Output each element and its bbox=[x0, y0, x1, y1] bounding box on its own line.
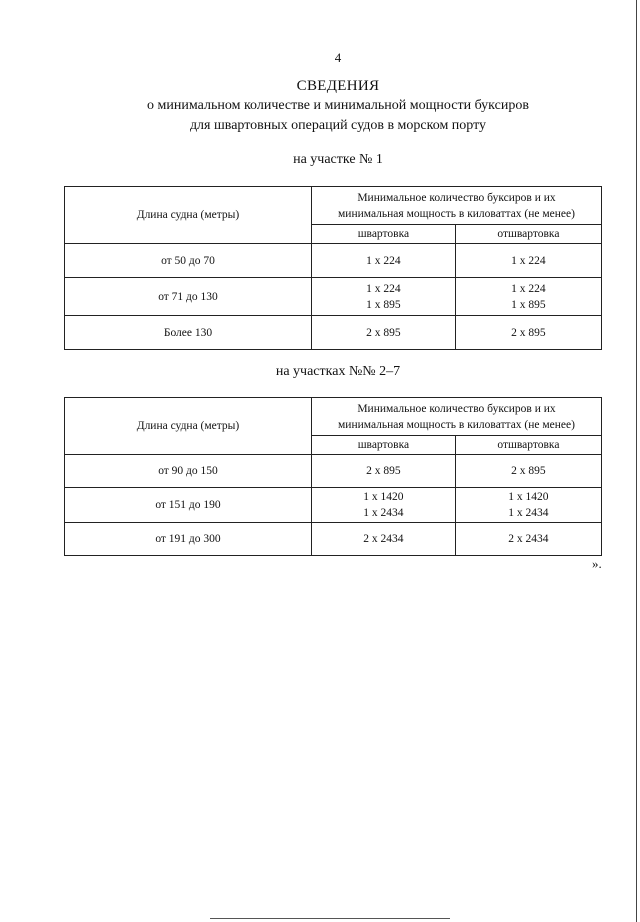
cell-value: 1 х 224 bbox=[366, 254, 401, 267]
table-row bbox=[65, 488, 602, 523]
cell-length: от 191 до 300 bbox=[65, 523, 312, 556]
header-unmooring: отшвартовка bbox=[455, 225, 601, 244]
cell-value: 2 х 895 bbox=[366, 465, 401, 477]
section-title-1: на участке № 1 bbox=[293, 152, 383, 167]
cell-length: от 50 до 70 bbox=[65, 244, 312, 278]
cell-unmooring bbox=[455, 488, 601, 523]
cell-value: 2 х 2434 bbox=[508, 533, 549, 545]
cell-value: 2 х 895 bbox=[511, 326, 546, 339]
section-title-2: на участках №№ 2–7 bbox=[275, 364, 401, 379]
table-header-row bbox=[65, 398, 602, 436]
cell-value: 1 х 224 bbox=[511, 254, 546, 267]
cell-value: 2 х 2434 bbox=[363, 533, 404, 545]
cell-length: от 90 до 150 bbox=[65, 455, 312, 488]
page-number: 4 bbox=[334, 50, 342, 65]
cell-value: 1 х 895 bbox=[366, 298, 401, 311]
document-subtitle-line-2: для швартовных операций судов в морском порту bbox=[189, 118, 487, 133]
cell-unmooring bbox=[455, 244, 601, 278]
table-row bbox=[65, 455, 602, 488]
closing-quote: ». bbox=[592, 556, 602, 571]
cell-value: 1 х 2434 bbox=[363, 507, 404, 519]
cell-value: 1 х 1420 bbox=[508, 491, 549, 503]
table-row bbox=[65, 316, 602, 350]
tug-table-1 bbox=[64, 186, 602, 350]
cell-value: 1 х 2434 bbox=[508, 507, 549, 519]
cell-unmooring bbox=[455, 316, 601, 350]
scan-edge-line bbox=[210, 918, 450, 919]
cell-mooring bbox=[311, 278, 455, 316]
cell-value: 1 х 1420 bbox=[363, 491, 404, 503]
cell-length: от 71 до 130 bbox=[65, 278, 312, 316]
table-row bbox=[65, 244, 602, 278]
header-min-tugs: Минимальное количество буксиров и их минимальная мощность в киловаттах (не менее) bbox=[311, 398, 601, 436]
tug-table-2 bbox=[64, 397, 602, 556]
cell-mooring bbox=[311, 455, 455, 488]
cell-value: 2 х 895 bbox=[366, 326, 401, 339]
cell-mooring bbox=[311, 488, 455, 523]
header-unmooring: отшвартовка bbox=[455, 436, 601, 455]
cell-value: 2 х 895 bbox=[511, 465, 546, 477]
cell-unmooring bbox=[455, 455, 601, 488]
table-row bbox=[65, 278, 602, 316]
document-subtitle-line-1: о минимальном количестве и минимальной мощности буксиров bbox=[147, 98, 529, 113]
header-mooring: швартовка bbox=[311, 225, 455, 244]
cell-value: 1 х 895 bbox=[511, 298, 546, 311]
cell-value: 1 х 224 bbox=[511, 282, 546, 295]
cell-length: Более 130 bbox=[65, 316, 312, 350]
cell-mooring bbox=[311, 523, 455, 556]
header-length: Длина судна (метры) bbox=[65, 187, 312, 244]
cell-mooring bbox=[311, 316, 455, 350]
header-length: Длина судна (метры) bbox=[65, 398, 312, 455]
table-header-row bbox=[65, 187, 602, 225]
cell-unmooring bbox=[455, 278, 601, 316]
header-min-tugs: Минимальное количество буксиров и их минимальная мощность в киловаттах (не менее) bbox=[311, 187, 601, 225]
cell-mooring bbox=[311, 244, 455, 278]
table-row bbox=[65, 523, 602, 556]
cell-unmooring bbox=[455, 523, 601, 556]
document-title: СВЕДЕНИЯ bbox=[296, 78, 380, 94]
cell-value: 1 х 224 bbox=[366, 282, 401, 295]
cell-length: от 151 до 190 bbox=[65, 488, 312, 523]
header-mooring: швартовка bbox=[311, 436, 455, 455]
